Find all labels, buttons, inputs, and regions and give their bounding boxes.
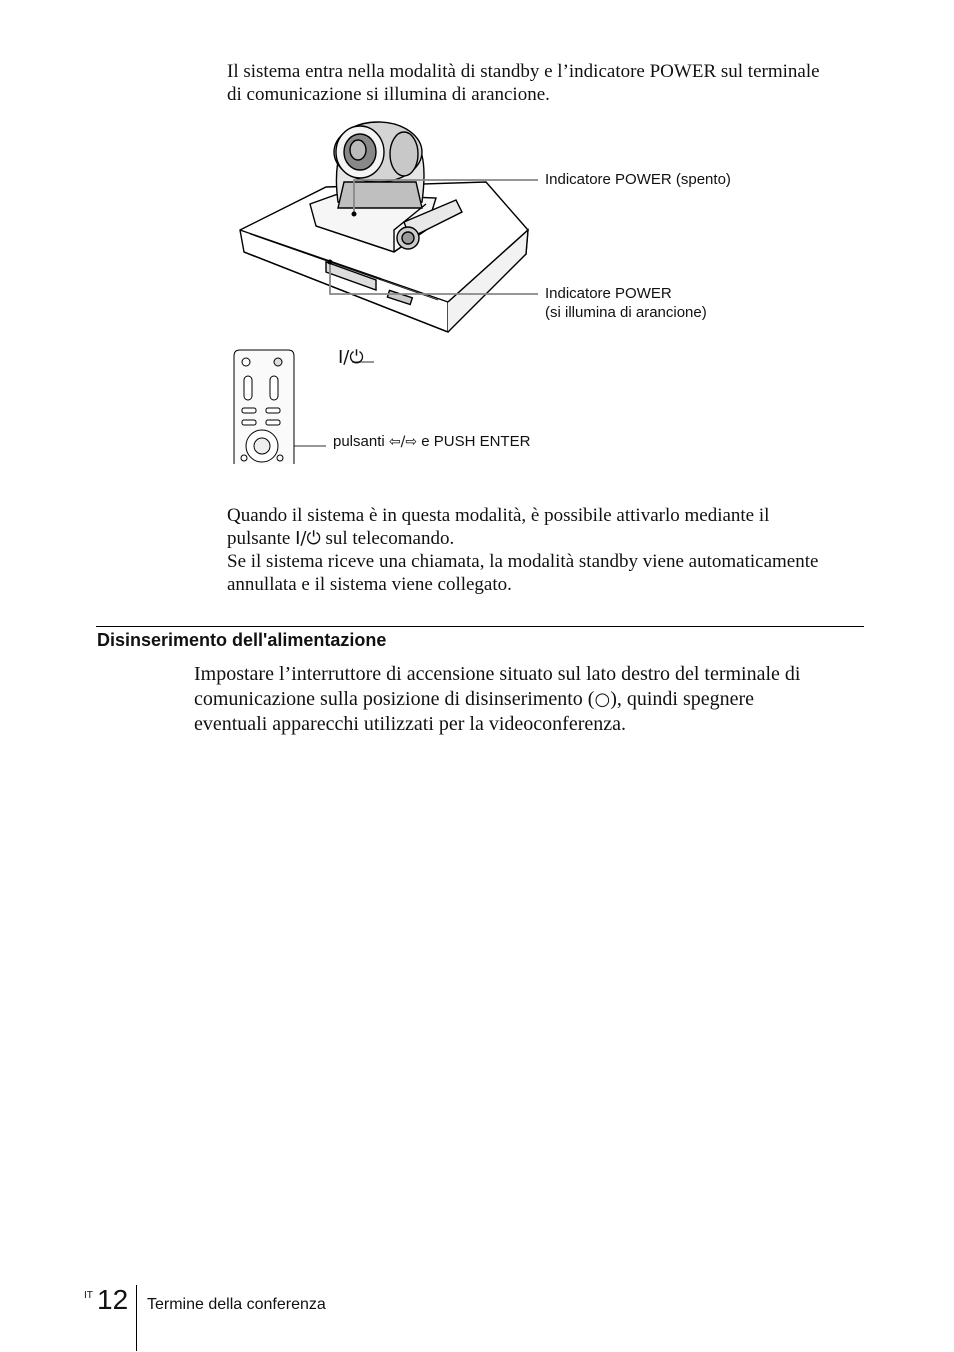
- section-heading: Disinserimento dell'alimentazione: [97, 630, 387, 650]
- callout-navigation-buttons: [333, 432, 530, 452]
- standby-line: [227, 527, 867, 550]
- power-off-line: [194, 687, 874, 712]
- section-divider: [96, 626, 864, 627]
- callout-power-orange: [545, 284, 707, 322]
- power-off-line: Impostare l’interruttore di accensione situato sul lato destro del terminale di: [194, 663, 801, 685]
- page-number: 12: [97, 1284, 129, 1315]
- chapter-title: Termine della conferenza: [147, 1296, 326, 1313]
- power-indicator-dot: [328, 260, 333, 265]
- callout-buttons-suffix: e PUSH ENTER: [421, 433, 531, 450]
- standby-line-prefix: pulsante: [227, 528, 291, 549]
- arrow-buttons-icon: ⇦/⇨: [388, 434, 418, 450]
- power-off-line: eventuali apparecchi utilizzati per la videoconferenza.: [194, 713, 626, 735]
- power-indicator-dot: [352, 212, 357, 217]
- standby-paragraph: [227, 504, 867, 596]
- remote-commander: [234, 350, 294, 464]
- intro-line: di comunicazione si illumina di arancione.: [227, 84, 550, 105]
- callout-power-orange-line: (si illumina di arancione): [545, 304, 707, 321]
- callout-power-button: [338, 348, 364, 369]
- intro-paragraph: [227, 60, 867, 106]
- power-off-paragraph: [194, 662, 874, 737]
- ptz-camera: [334, 122, 424, 208]
- power-button-icon: I/⏻: [338, 347, 364, 368]
- footer-language: IT: [84, 1290, 93, 1301]
- standby-line: Se il sistema riceve una chiamata, la modalità standby viene automaticamente: [227, 551, 819, 572]
- standby-line: annullata e il sistema viene collegato.: [227, 574, 512, 595]
- intro-line: Il sistema entra nella modalità di standby e l’indicatore POWER sul terminale: [227, 61, 820, 82]
- footer-divider: [136, 1285, 137, 1351]
- callout-power-off: Indicatore POWER (spento): [545, 171, 731, 188]
- power-off-line-prefix: comunicazione sulla posizione di disinserimento (: [194, 688, 595, 710]
- callout-power-orange-line: Indicatore POWER: [545, 285, 672, 302]
- power-button-icon: I/⏻: [295, 528, 321, 549]
- callout-buttons-prefix: pulsanti: [333, 433, 385, 450]
- standby-line: Quando il sistema è in questa modalità, è possibile attivarlo mediante il: [227, 505, 770, 526]
- off-position-icon: ○: [594, 689, 611, 710]
- standby-line-suffix: sul telecomando.: [325, 528, 455, 549]
- power-off-line-suffix: ), quindi spegnere: [610, 688, 755, 710]
